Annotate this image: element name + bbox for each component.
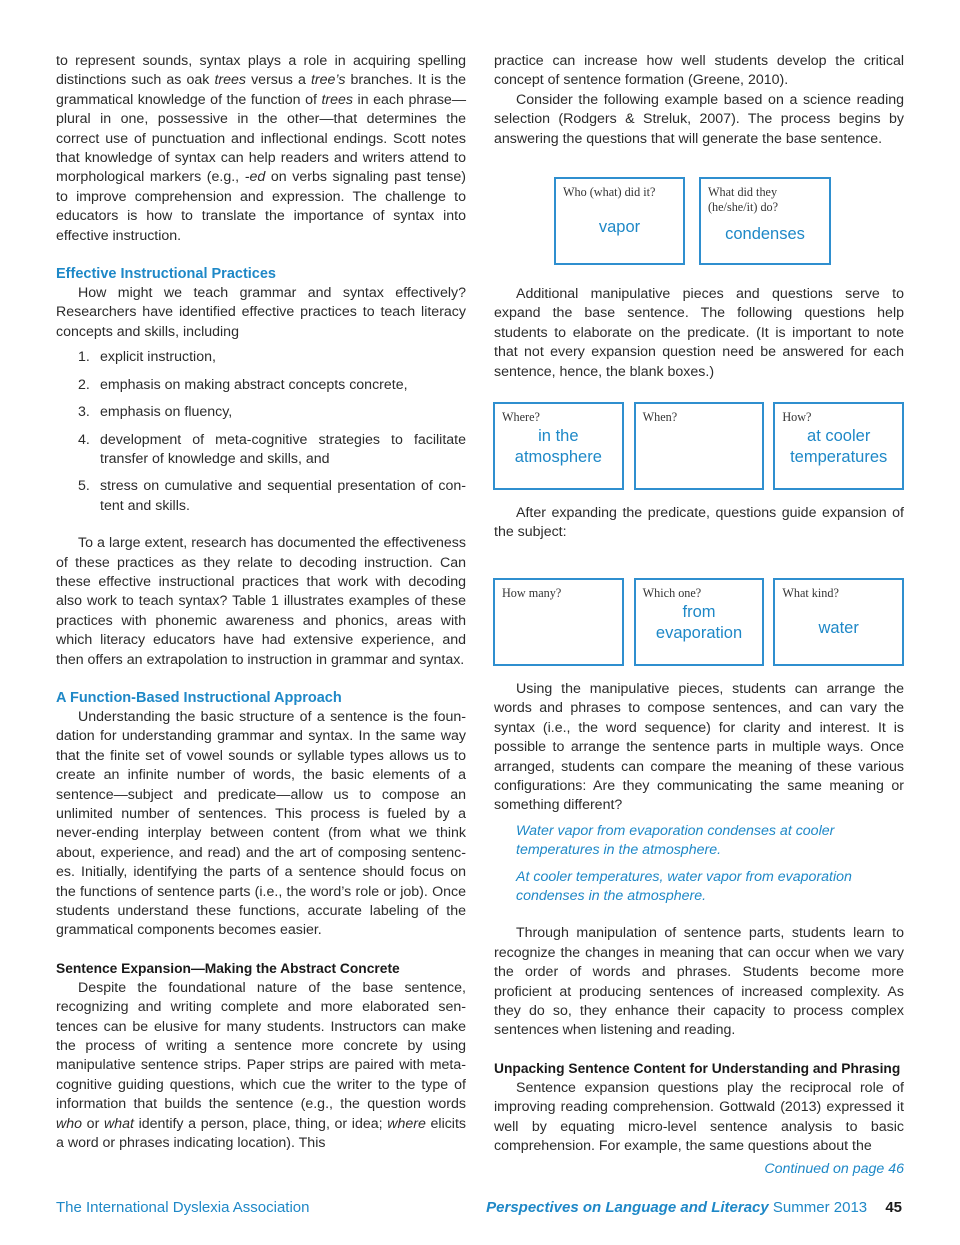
example-sentence: At cooler temperatures, water vapor from evaporation condenses in the atmosphere. xyxy=(516,868,852,904)
continued-note: Continued on page 46 xyxy=(764,1161,904,1178)
sentence-box xyxy=(493,402,624,490)
practices-paragraph: How might we teach grammar and syntax effectively? Researchers have identified effective practices to teach literacy concepts and skills, including xyxy=(56,285,466,340)
list-item: 1. explicit instruction, xyxy=(78,349,216,366)
box-question: Where? xyxy=(502,410,540,425)
intro-paragraph: to represent sounds, syntax plays a role in acquiring spelling distinctions such as oak trees versus a tree’s branches. It is the grammatical knowledge of the function of trees in each phrase—plural in one, possessive in the other—that determines the correct use of punctuation and inflectional endings. Scott notes that knowledge of syntax can help readers and writers attend to morphological markers (e.g., -ed on verbs signaling past tense) to improve comprehension and expression. The challenge to educators is how to translate the importance of syntax into effective instruction. xyxy=(56,53,467,244)
box-answer: vapor xyxy=(598,218,641,237)
sentence-box xyxy=(699,177,831,265)
research-paragraph: To a large extent, research has documented the effectiveness of these practices as they relate to decoding instruction. Can these effective instructional practices that work with decoding also work to teach syntax? Table 1 illustrates examples of these practices with phonemic awareness and phonics, areas with which literacy educators have had extensive experience, and then offers an extrapolation to instruction in grammar and syntax. xyxy=(56,535,466,668)
unpacking-paragraph: Sentence expansion questions play the reciprocal role of improving reading comprehension. Gottwald (2013) expressed it well by equating micro-level sentence analysis to basic comprehension. For example, the same questions about the xyxy=(494,1079,904,1154)
predicate-boxes xyxy=(493,402,904,490)
box-answer: from evaporation xyxy=(655,602,743,642)
approach-paragraph: Understanding the basic structure of a sentence is the foun-dation for understanding grammar and syntax. In the same way that the finite set of vowel sounds or syllable types allows us to create an infinite number of words, the basic elements of a sentence—subject and predicate—allow us to compose an unlimited number of sentences. This process is fueled by a never-ending interplay between content (from what we think about, experience, and read) and the art of composing sentenc-es. Initially, identifying the parts of a sentence should focus on the functions of sentence parts (i.e., the word’s role or job). Once students understand these functions, accurate labeling of the grammatical components becomes easier. xyxy=(56,708,466,939)
list-item: 4. development of meta-cognitive strategies to facilitate transfer of knowledge and skills, and xyxy=(78,431,466,467)
sentence-box xyxy=(634,578,765,666)
box-question: How? xyxy=(782,410,812,425)
sentence-box xyxy=(773,402,904,490)
consider-paragraph: Consider the following example based on a science reading selection (Rodgers & Streluk, 2007). The process begins by answering the questions that will generate the base sentence. xyxy=(494,91,904,147)
sentence-box xyxy=(634,402,765,490)
additional-paragraph: Additional manipulative pieces and questions serve to expand the base sentence. The following questions help students to elaborate on the predicate. (It is important to note that not every expansion question need be answered for each sentence, hence, the blank boxes.) xyxy=(494,286,904,380)
box-question: When? xyxy=(642,410,678,425)
heading-sentence-expansion: Sentence Expansion—Making the Abstract Concrete xyxy=(56,960,400,976)
using-paragraph: Using the manipulative pieces, students can arrange the words and phrases to compose sentences, and can vary the syntax (i.e., the word sequence) for clarity and interest. It is possible to arrange the sentence parts in multiple ways. Once arranged, students can compare the meaning of these various configurations: Are they communicating the same meaning or something different? xyxy=(494,680,904,814)
practice-paragraph: practice can increase how well students develop the critical concept of sentence formation (Greene, 2010). xyxy=(494,53,904,89)
box-answer: at cooler temperatures xyxy=(790,427,888,467)
base-sentence-boxes xyxy=(554,177,904,265)
manipulation-paragraph: Through manipulation of sentence parts, students learn to recognize the changes in meaning that can occur when we vary the order of words and phrases. Students become more proficient at producing sentences of increased complexity. As they do so, they enhance their capacity to process complex sentences when listening and reading. xyxy=(494,925,904,1039)
list-item: 3. emphasis on fluency, xyxy=(78,404,233,421)
box-question: Which one? xyxy=(642,585,702,600)
example-sentence: Water vapor from evaporation condenses at cooler temperatures in the atmosphere. xyxy=(516,822,835,859)
heading-function-based-approach: A Function-Based Instructional Approach xyxy=(56,689,342,706)
box-question: Who (what) did it? xyxy=(563,185,656,200)
sentence-box xyxy=(773,578,904,666)
sentence-box xyxy=(493,578,624,666)
footer-organization: The International Dyslexia Association xyxy=(56,1199,310,1216)
expansion-paragraph: Despite the foundational nature of the base sentence, recognizing and writing complete and more elaborated sen-tences can be elusive for many students. Instructors can make the process of writing a sentence more concrete by using manipulative sentence strips. Paper strips are paired with meta-cognitive guiding questions, which cue the writer to the type of information that builds the sentence (e.g., the question words who or what identify a person, place, thing, or idea; where elicits a word or phrases indicating location). This xyxy=(56,979,466,1152)
box-answer: condenses xyxy=(725,225,805,244)
left-column xyxy=(56,52,466,1154)
footer-journal-info xyxy=(486,1198,902,1218)
practices-list xyxy=(56,348,466,516)
sentence-box xyxy=(554,177,685,265)
journal-issue: Summer 2013 xyxy=(772,1199,868,1216)
after-predicate-paragraph: After expanding the predicate, questions guide expansion of the subject: xyxy=(494,505,904,541)
box-question: What kind? xyxy=(782,585,839,600)
subject-boxes xyxy=(493,578,904,666)
box-answer: in the atmosphere xyxy=(514,427,602,467)
page-number: 45 xyxy=(885,1199,902,1216)
box-question: What did they (he/she/it) do? xyxy=(708,185,779,215)
list-item: 5. stress on cumulative and sequential presentation of con-tent and skills. xyxy=(78,478,466,514)
list-item: 2. emphasis on making abstract concepts concrete, xyxy=(78,376,408,393)
heading-unpacking: Unpacking Sentence Content for Understanding and Phrasing xyxy=(494,1060,901,1076)
box-answer: water xyxy=(818,618,859,637)
heading-effective-practices: Effective Instructional Practices xyxy=(56,266,276,283)
box-question: How many? xyxy=(502,585,562,600)
right-column xyxy=(494,52,904,1180)
journal-title: Perspectives on Language and Literacy xyxy=(486,1199,769,1216)
